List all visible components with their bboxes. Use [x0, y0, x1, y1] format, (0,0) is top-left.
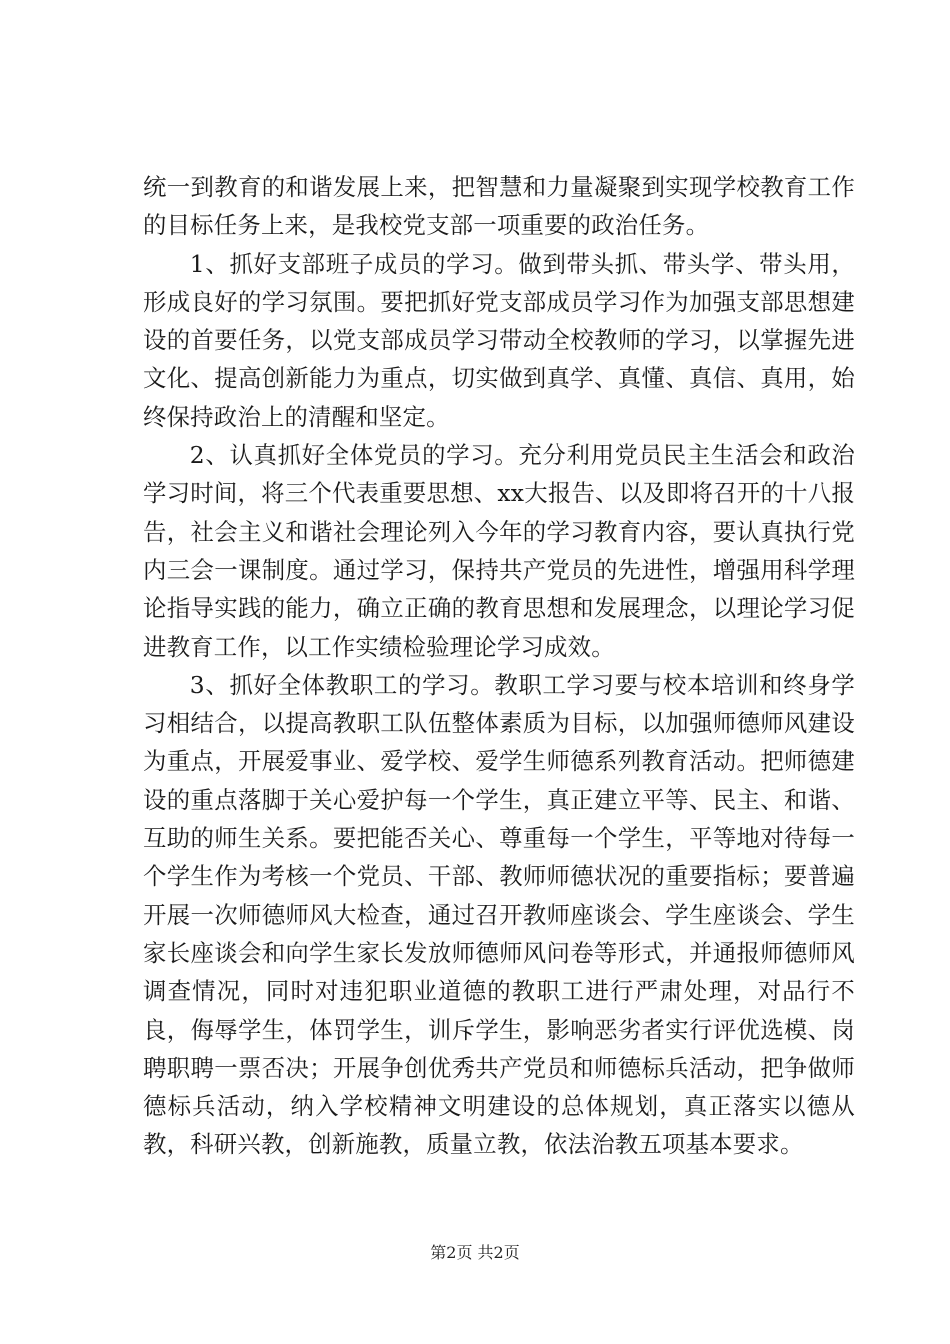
paragraph-continuation: 统一到教育的和谐发展上来，把智慧和力量凝聚到实现学校教育工作的目标任务上来，是我校党支部一项重要的政治任务。: [143, 173, 855, 240]
paragraph-item-2: 2、认真抓好全体党员的学习。充分利用党员民主生活会和政治学习时间，将三个代表重要思想、xx大报告、以及即将召开的十八报告，社会主义和谐社会理论列入今年的学习教育内容，要认真执行党内三会一课制度。通过学习，保持共产党员的先进性，增强用科学理论指导实践的能力，确立正确的教育思想和发展理念，以理论学习促进教育工作，以工作实绩检验理论学习成效。: [143, 441, 855, 661]
paragraph-item-3: 3、抓好全体教职工的学习。教职工学习要与校本培训和终身学习相结合，以提高教职工队伍整体素质为目标，以加强师德师风建设为重点，开展爱事业、爱学校、爱学生师德系列教育活动。把师德建设的重点落脚于关心爱护每一个学生，真正建立平等、民主、和谐、互助的师生关系。要把能否关心、尊重每一个学生，平等地对待每一个学生作为考核一个党员、干部、教师师德状况的重要指标；要普遍开展一次师德师风大检查，通过召开教师座谈会、学生座谈会、学生家长座谈会和向学生家长发放师德师风问卷等形式，并通报师德师风调查情况，同时对违犯职业道德的教职工进行严肃处理，对品行不良，侮辱学生，体罚学生，训斥学生，影响恶劣者实行评优选模、岗聘职聘一票否决；开展争创优秀共产党员和师德标兵活动，把争做师德标兵活动，纳入学校精神文明建设的总体规划，真正落实以德从教，科研兴教，创新施教，质量立教，依法治教五项基本要求。: [143, 670, 855, 1159]
document-body: [143, 168, 855, 1164]
page-footer: [0, 1242, 950, 1264]
paragraph-item-1: 1、抓好支部班子成员的学习。做到带头抓、带头学、带头用，形成良好的学习氛围。要把抓好党支部成员学习作为加强支部思想建设的首要任务，以党支部成员学习带动全校教师的学习，以掌握先进文化、提高创新能力为重点，切实做到真学、真懂、真信、真用，始终保持政治上的清醒和坚定。: [143, 249, 855, 431]
page-number: 第2页 共2页: [430, 1243, 520, 1262]
